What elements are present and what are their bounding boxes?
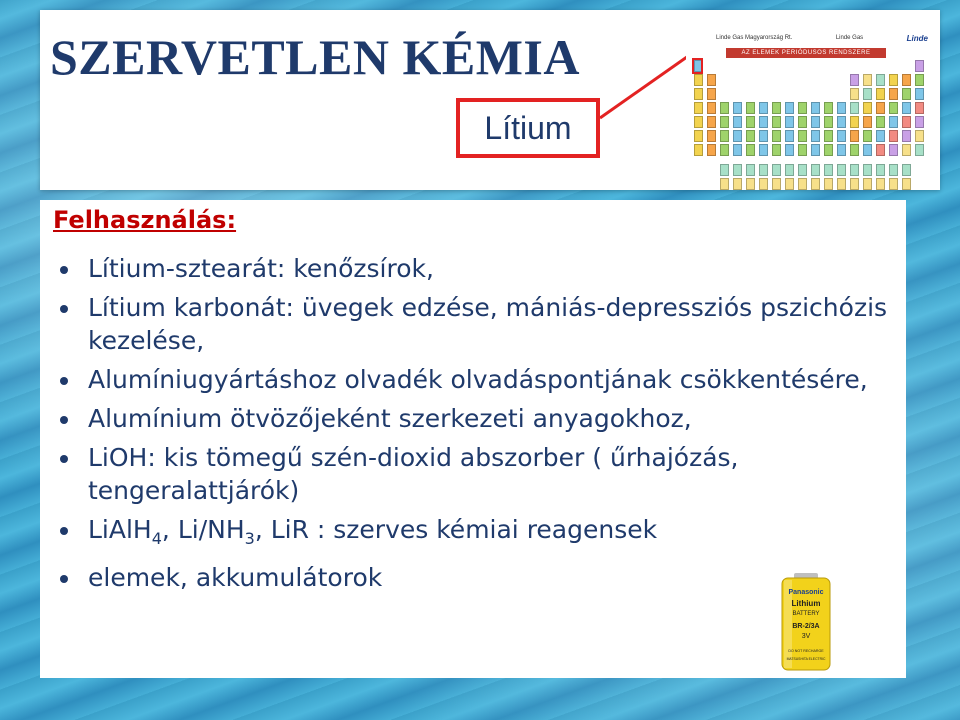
periodic-table-cell xyxy=(876,88,885,100)
periodic-table-cell xyxy=(915,102,924,114)
periodic-table-cell xyxy=(759,144,768,156)
periodic-table-cell xyxy=(876,102,885,114)
periodic-table-cell xyxy=(889,116,898,128)
periodic-table-publisher: Linde Gas Magyarország Rt. xyxy=(716,35,793,41)
periodic-table-cell xyxy=(889,74,898,86)
lithium-cell-highlight xyxy=(692,58,703,74)
periodic-table-cell xyxy=(889,88,898,100)
periodic-table-cell xyxy=(902,164,911,176)
periodic-table-cell xyxy=(915,74,924,86)
periodic-table-cell xyxy=(902,144,911,156)
periodic-table-banner: AZ ELEMEK PERIÓDUSOS RENDSZERE xyxy=(726,48,886,58)
periodic-table-cell xyxy=(850,164,859,176)
periodic-table-cell xyxy=(824,116,833,128)
periodic-table-cell xyxy=(798,116,807,128)
periodic-table-cell xyxy=(850,102,859,114)
periodic-table-cell xyxy=(798,130,807,142)
list-item xyxy=(50,402,900,435)
list-item-formula-text xyxy=(88,515,658,548)
lithium-battery-photo xyxy=(780,572,832,672)
periodic-table-cell xyxy=(720,178,729,190)
usage-list xyxy=(50,252,900,600)
periodic-table-cell xyxy=(759,178,768,190)
bullet-icon xyxy=(60,575,68,583)
formula-part: , LiR : szerves kémiai reagensek xyxy=(254,515,658,544)
periodic-table-cell xyxy=(915,130,924,142)
periodic-table-cell xyxy=(902,74,911,86)
periodic-table-cell xyxy=(707,88,716,100)
periodic-table-cell xyxy=(694,88,703,100)
periodic-table-cell xyxy=(824,130,833,142)
periodic-table-cell xyxy=(798,144,807,156)
periodic-table-cell xyxy=(850,144,859,156)
periodic-table-cell xyxy=(759,102,768,114)
periodic-table-cell xyxy=(863,88,872,100)
periodic-table-cell xyxy=(876,74,885,86)
bullet-icon xyxy=(60,455,68,463)
periodic-table-cell xyxy=(785,116,794,128)
periodic-table-cell xyxy=(876,116,885,128)
battery-brand: Panasonic xyxy=(788,589,824,596)
periodic-table-cell xyxy=(707,130,716,142)
periodic-table-cell xyxy=(733,144,742,156)
periodic-table-cell xyxy=(746,178,755,190)
periodic-table-cell xyxy=(733,164,742,176)
periodic-table-cell xyxy=(694,130,703,142)
periodic-table-cell xyxy=(720,130,729,142)
periodic-table-cell xyxy=(863,74,872,86)
periodic-table-cell xyxy=(694,144,703,156)
periodic-table-cell xyxy=(720,116,729,128)
periodic-table-cell xyxy=(876,130,885,142)
list-item xyxy=(50,363,900,396)
battery-warning: DO NOT RECHARGE xyxy=(788,649,824,653)
periodic-table-cell xyxy=(785,178,794,190)
periodic-table-cell xyxy=(772,178,781,190)
periodic-table-logo: Linde xyxy=(906,33,928,43)
periodic-table-cell xyxy=(772,144,781,156)
periodic-table-cell xyxy=(876,164,885,176)
periodic-table-cell xyxy=(707,144,716,156)
periodic-table-cell xyxy=(746,164,755,176)
periodic-table-cell xyxy=(889,130,898,142)
formula-subscript: 3 xyxy=(244,529,255,548)
list-item xyxy=(50,441,900,507)
periodic-table-cell xyxy=(733,178,742,190)
periodic-table-cell xyxy=(811,178,820,190)
periodic-table-cell xyxy=(902,130,911,142)
periodic-table-cell xyxy=(785,144,794,156)
periodic-table-cell xyxy=(733,116,742,128)
bullet-icon xyxy=(60,416,68,424)
bullet-icon xyxy=(60,527,68,535)
periodic-table-cell xyxy=(915,116,924,128)
periodic-table-cell xyxy=(889,144,898,156)
periodic-table-cell xyxy=(915,144,924,156)
periodic-table-cell xyxy=(863,144,872,156)
battery-model: BR-2/3A xyxy=(792,623,820,630)
section-heading: Felhasználás: xyxy=(53,206,237,234)
lithium-label-text: Lítium xyxy=(484,109,572,146)
periodic-table-cell xyxy=(746,116,755,128)
periodic-table-image xyxy=(686,28,936,188)
lithium-label xyxy=(456,98,600,158)
periodic-table-cell xyxy=(876,178,885,190)
bullet-icon xyxy=(60,377,68,385)
periodic-table-cell xyxy=(759,116,768,128)
periodic-table-cell xyxy=(811,116,820,128)
periodic-table-cell xyxy=(824,102,833,114)
periodic-table-cell xyxy=(837,144,846,156)
periodic-table-brand: Linde Gas xyxy=(835,35,864,41)
periodic-table-cell xyxy=(772,164,781,176)
list-item-text: LiOH: kis tömegű szén-dioxid abszorber ( űrhajózás, tengeralattjárók) xyxy=(88,443,739,505)
periodic-table-cell xyxy=(707,74,716,86)
list-item-text: Alumínium ötvözőjeként szerkezeti anyagokhoz, xyxy=(88,404,692,433)
periodic-table-cell xyxy=(863,130,872,142)
periodic-table-cell xyxy=(902,102,911,114)
slide-title: SZERVETLEN KÉMIA xyxy=(50,29,580,85)
list-item xyxy=(50,561,900,594)
periodic-table-cell xyxy=(772,116,781,128)
periodic-table-cell xyxy=(837,102,846,114)
periodic-table-cell xyxy=(824,144,833,156)
periodic-table-cell xyxy=(811,144,820,156)
periodic-table-cell xyxy=(837,178,846,190)
periodic-table-cell xyxy=(733,130,742,142)
periodic-table-cell xyxy=(902,88,911,100)
battery-line1: Lithium xyxy=(791,599,821,608)
periodic-table-cell xyxy=(824,164,833,176)
periodic-table-cell xyxy=(785,164,794,176)
periodic-table-cell xyxy=(798,164,807,176)
periodic-table-cell xyxy=(889,164,898,176)
periodic-table-cell xyxy=(759,164,768,176)
list-item xyxy=(50,513,900,555)
battery-voltage: 3V xyxy=(801,633,811,640)
periodic-table-cell xyxy=(902,116,911,128)
periodic-table-cell xyxy=(694,74,703,86)
periodic-table-cell xyxy=(837,164,846,176)
periodic-table-cell xyxy=(837,130,846,142)
periodic-table-cell xyxy=(915,60,924,72)
periodic-table-cell xyxy=(694,116,703,128)
periodic-table-cell xyxy=(811,102,820,114)
periodic-table-cell xyxy=(798,102,807,114)
periodic-table-cell xyxy=(863,102,872,114)
periodic-table-cell xyxy=(876,144,885,156)
periodic-table-cell xyxy=(824,178,833,190)
periodic-table-cell xyxy=(733,102,742,114)
periodic-table-cell xyxy=(707,116,716,128)
periodic-table-cell xyxy=(863,116,872,128)
battery-maker: MATSUSHITA ELECTRIC xyxy=(786,657,826,661)
periodic-table-cell xyxy=(746,102,755,114)
periodic-table-cell xyxy=(863,164,872,176)
periodic-table-cell xyxy=(850,74,859,86)
periodic-table-cell xyxy=(850,116,859,128)
list-item xyxy=(50,252,900,285)
list-item-text: Lítium-sztearát: kenőzsírok, xyxy=(88,254,434,283)
periodic-table-cell xyxy=(759,130,768,142)
periodic-table-cell xyxy=(850,178,859,190)
periodic-table-cell xyxy=(889,102,898,114)
content-panel xyxy=(40,200,906,678)
periodic-table-cell xyxy=(746,130,755,142)
periodic-table-cell xyxy=(889,178,898,190)
periodic-table-cell xyxy=(850,88,859,100)
periodic-table-cell xyxy=(863,178,872,190)
battery-line2: BATTERY xyxy=(792,611,820,617)
periodic-table-cell xyxy=(694,102,703,114)
periodic-table-cell xyxy=(772,130,781,142)
periodic-table-header xyxy=(694,30,928,46)
bullet-icon xyxy=(60,305,68,313)
periodic-table-cell xyxy=(785,130,794,142)
list-item-text: Lítium karbonát: üvegek edzése, mániás-depressziós pszichózis kezelése, xyxy=(88,293,888,355)
list-item-text: Alumíniugyártáshoz olvadék olvadáspontjának csökkentésére, xyxy=(88,365,868,394)
periodic-table-cell xyxy=(798,178,807,190)
periodic-table-cell xyxy=(707,102,716,114)
periodic-table-cell xyxy=(915,88,924,100)
formula-part: LiAlH xyxy=(88,515,152,544)
list-item-text: elemek, akkumulátorok xyxy=(88,563,383,592)
formula-part: , Li/NH xyxy=(161,515,245,544)
periodic-table-cell xyxy=(720,164,729,176)
periodic-table-cell xyxy=(772,102,781,114)
periodic-table-cell xyxy=(850,130,859,142)
periodic-table-cell xyxy=(785,102,794,114)
periodic-table-cell xyxy=(811,164,820,176)
bullet-icon xyxy=(60,266,68,274)
periodic-table-cell xyxy=(720,144,729,156)
formula-subscript: 4 xyxy=(151,529,162,548)
periodic-table-cell xyxy=(837,116,846,128)
list-item xyxy=(50,291,900,357)
periodic-table-cell xyxy=(902,178,911,190)
periodic-table-cell xyxy=(811,130,820,142)
periodic-table-cell xyxy=(720,102,729,114)
periodic-table-cell xyxy=(746,144,755,156)
